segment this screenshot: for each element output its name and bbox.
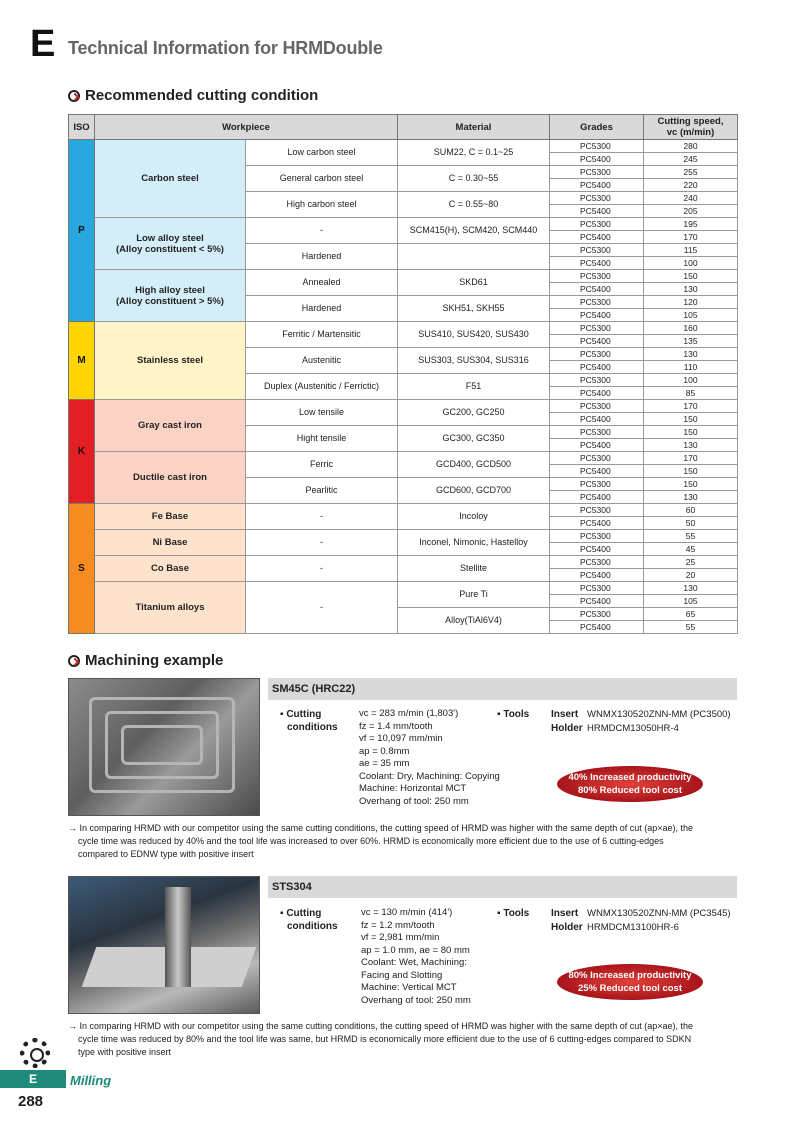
example1-conditions: vc = 283 m/min (1,803') fz = 1.4 mm/tooth vf = 10,097 mm/min ap = 0.8mm ae = 35 mm Coolant: Dry, Machining: Copying Machine: Horizontal MCT Overhang of tool: 250 mm [359,708,500,807]
grade-cell: PC5400 [550,153,644,166]
badge-line2: 80% Reduced tool cost [578,785,682,796]
speed-cell: 130 [644,582,738,595]
workpiece-co-base: Co Base [95,556,246,582]
grade-cell: PC5300 [550,504,644,517]
material-sum22: SUM22, C = 0.1~25 [398,140,550,166]
sub-general-carbon: General carbon steel [246,166,398,192]
example1-holder-value: HRMDCM13050HR-4 [587,723,679,734]
section-letter: E [30,23,56,65]
grade-cell: PC5300 [550,530,644,543]
speed-cell: 170 [644,452,738,465]
example1-holder-label: Holder [551,723,583,734]
sub-ferric: Ferric [246,452,398,478]
grade-cell: PC5400 [550,231,644,244]
table-row [69,530,738,543]
grade-cell: PC5300 [550,582,644,595]
speed-cell: 160 [644,322,738,335]
example1-tools-label: ▪ Tools [497,709,530,720]
grade-cell: PC5400 [550,621,644,634]
grade-cell: PC5300 [550,322,644,335]
grade-cell: PC5400 [550,387,644,400]
speed-header-line1: Cutting speed, [657,116,724,127]
grade-cell: PC5400 [550,361,644,374]
speed-cell: 135 [644,335,738,348]
iso-k: K [69,400,95,504]
workpiece-low-alloy [95,218,246,270]
table-row [69,218,738,231]
column-header-workpiece: Workpiece [95,115,398,140]
workpiece-high-alloy [95,270,246,322]
speed-cell: 105 [644,595,738,608]
arrow-circle-icon [68,90,80,102]
grade-cell: PC5300 [550,348,644,361]
sub-pearlitic: Pearlitic [246,478,398,504]
iso-s: S [69,504,95,634]
column-header-iso: ISO [69,115,95,140]
category-label: Milling [70,1073,112,1088]
column-header-cutting-speed [644,115,738,140]
grade-cell: PC5300 [550,270,644,283]
sub-austenitic: Austenitic [246,348,398,374]
table-row [69,400,738,413]
grade-cell: PC5400 [550,543,644,556]
material-gc200: GC200, GC250 [398,400,550,426]
sub-ferritic: Ferritic / Martensitic [246,322,398,348]
sub-high-tensile: Hight tensile [246,426,398,452]
speed-cell: 240 [644,192,738,205]
example2-insert-label: Insert [551,908,579,919]
iso-p: P [69,140,95,322]
speed-cell: 100 [644,257,738,270]
table-row [69,556,738,569]
speed-cell: 25 [644,556,738,569]
sub-high-carbon: High carbon steel [246,192,398,218]
example1-title: SM45C (HRC22) [268,678,737,700]
material-alloy-ti: Alloy(TiAl6V4) [398,608,550,634]
high-alloy-line1: High alloy steel [135,284,205,296]
workpiece-titanium: Titanium alloys [95,582,246,634]
grade-cell: PC5300 [550,374,644,387]
workpiece-fe-base: Fe Base [95,504,246,530]
speed-cell: 150 [644,270,738,283]
speed-cell: 255 [644,166,738,179]
grade-cell: PC5300 [550,218,644,231]
speed-cell: 150 [644,426,738,439]
material-empty [398,244,550,270]
table-row [69,504,738,517]
cutting-condition-table [68,114,738,634]
material-gcd600: GCD600, GCD700 [398,478,550,504]
grade-cell: PC5300 [550,400,644,413]
table-row [69,140,738,153]
speed-cell: 105 [644,309,738,322]
grade-cell: PC5300 [550,452,644,465]
grade-cell: PC5400 [550,569,644,582]
material-skd61: SKD61 [398,270,550,296]
cond-label-line2: conditions [287,921,338,932]
grade-cell: PC5300 [550,166,644,179]
grade-cell: PC5400 [550,413,644,426]
sub-annealed: Annealed [246,270,398,296]
grade-cell: PC5400 [550,491,644,504]
grade-cell: PC5300 [550,244,644,257]
material-c030: C = 0.30~55 [398,166,550,192]
sub-dash: - [246,582,398,634]
grade-cell: PC5400 [550,179,644,192]
speed-cell: 195 [644,218,738,231]
grade-cell: PC5300 [550,192,644,205]
speed-cell: 280 [644,140,738,153]
speed-cell: 45 [644,543,738,556]
material-skh: SKH51, SKH55 [398,296,550,322]
example2-insert-value: WNMX130520ZNN-MM (PC3545) [587,908,731,919]
example1-note: → In comparing HRMD with our competitor using the same cutting conditions, the cutting speed of HRMD was higher with the same depth of cut (ap×ae), the cycle time was reduced by 40% and the tool life was increased to over 60%. HRMD is economically more efficient due to the use of 6 cutting-edges compared to EDNW type with positive insert [68,823,694,859]
material-sus410: SUS410, SUS420, SUS430 [398,322,550,348]
cutting-condition-heading-text: Recommended cutting condition [85,87,319,104]
grade-cell: PC5400 [550,205,644,218]
table-row [69,322,738,335]
page-title: Technical Information for HRMDouble [68,38,383,58]
column-header-grades: Grades [550,115,644,140]
speed-cell: 130 [644,283,738,296]
example2-title: STS304 [268,876,737,898]
grade-cell: PC5400 [550,465,644,478]
example2-holder-label: Holder [551,922,583,933]
speed-cell: 65 [644,608,738,621]
grade-cell: PC5300 [550,426,644,439]
speed-cell: 130 [644,348,738,361]
example2-tools-label: ▪ Tools [497,908,530,919]
page-number: 288 [18,1093,44,1110]
material-scm: SCM415(H), SCM420, SCM440 [398,218,550,244]
speed-cell: 50 [644,517,738,530]
milling-operation-photo [68,876,260,1014]
gear-icon [20,1038,50,1068]
grade-cell: PC5300 [550,556,644,569]
grade-cell: PC5400 [550,439,644,452]
speed-cell: 150 [644,413,738,426]
speed-cell: 130 [644,491,738,504]
workpiece-stainless: Stainless steel [95,322,246,400]
material-inconel: Inconel, Nimonic, Hastelloy [398,530,550,556]
speed-cell: 85 [644,387,738,400]
iso-m: M [69,322,95,400]
speed-cell: 20 [644,569,738,582]
grade-cell: PC5400 [550,595,644,608]
example2-conditions: vc = 130 m/min (414') fz = 1.2 mm/tooth vf = 2,981 mm/min ap = 1.0 mm, ae = 80 mm Coolant: Wet, Machining: Facing and Slotting Machine: Vertical MCT Overhang of tool: 250 mm [361,907,471,1006]
material-gcd400: GCD400, GCD500 [398,452,550,478]
material-gc300: GC300, GC350 [398,426,550,452]
material-stellite: Stellite [398,556,550,582]
low-alloy-line1: Low alloy steel [136,232,204,244]
example2-result-badge [557,964,703,1000]
workpiece-gray-cast-iron: Gray cast iron [95,400,246,452]
sub-duplex: Duplex (Austenitic / Ferrictic) [246,374,398,400]
grade-cell: PC5400 [550,283,644,296]
cond-label-line1: ▪ Cutting [280,908,322,919]
material-f51: F51 [398,374,550,400]
badge-line2: 25% Reduced tool cost [578,983,682,994]
table-row [69,582,738,595]
sub-dash: - [246,556,398,582]
speed-cell: 55 [644,530,738,543]
material-pure-ti: Pure Ti [398,582,550,608]
speed-cell: 110 [644,361,738,374]
material-sus303: SUS303, SUS304, SUS316 [398,348,550,374]
sub-dash: - [246,530,398,556]
high-alloy-line2: (Alloy constituent > 5%) [116,295,224,307]
workpiece-ductile-cast-iron: Ductile cast iron [95,452,246,504]
material-incoloy: Incoloy [398,504,550,530]
material-c055: C = 0.55~80 [398,192,550,218]
table-row [69,452,738,465]
example1-cutting-label [280,708,338,734]
sub-hardened: Hardened [246,244,398,270]
sub-low-tensile: Low tensile [246,400,398,426]
speed-cell: 100 [644,374,738,387]
workpiece-ni-base: Ni Base [95,530,246,556]
speed-cell: 120 [644,296,738,309]
speed-cell: 60 [644,504,738,517]
grade-cell: PC5400 [550,257,644,270]
cond-label-line2: conditions [287,722,338,733]
grade-cell: PC5400 [550,517,644,530]
machining-example-heading-text: Machining example [85,652,224,669]
section-tab: E [0,1070,66,1088]
example1-insert-value: WNMX130520ZNN-MM (PC3500) [587,709,731,720]
example2-holder-value: HRMDCM13100HR-6 [587,922,679,933]
speed-cell: 170 [644,400,738,413]
workpiece-carbon-steel: Carbon steel [95,140,246,218]
grade-cell: PC5300 [550,608,644,621]
example1-result-badge [557,766,703,802]
machining-example-heading [68,652,223,669]
speed-cell: 205 [644,205,738,218]
speed-header-line2: vc (m/min) [666,127,715,138]
grade-cell: PC5400 [550,335,644,348]
column-header-material: Material [398,115,550,140]
example1-insert-label: Insert [551,709,579,720]
grade-cell: PC5300 [550,140,644,153]
badge-line1: 80% Increased productivity [568,970,692,981]
grade-cell: PC5300 [550,478,644,491]
speed-cell: 130 [644,439,738,452]
speed-cell: 55 [644,621,738,634]
sub-dash: - [246,218,398,244]
table-header-row [69,115,738,140]
speed-cell: 115 [644,244,738,257]
speed-cell: 245 [644,153,738,166]
machined-part-photo [68,678,260,816]
sub-hardened: Hardened [246,296,398,322]
grade-cell: PC5300 [550,296,644,309]
sub-low-carbon: Low carbon steel [246,140,398,166]
speed-cell: 170 [644,231,738,244]
table-row [69,270,738,283]
speed-cell: 150 [644,478,738,491]
cond-label-line1: ▪ Cutting [280,709,322,720]
example2-note: → In comparing HRMD with our competitor using the same cutting conditions, the cutting speed of HRMD was higher with the same depth of cut (ap×ae), the cycle time was reduced by 80% and the tool life was same, but HRMD is economically more efficient due to the use of 6 cutting-edges compared to SDKN type with positive insert [68,1021,694,1057]
speed-cell: 220 [644,179,738,192]
example2-cutting-label [280,907,338,933]
speed-cell: 150 [644,465,738,478]
sub-dash: - [246,504,398,530]
badge-line1: 40% Increased productivity [568,772,692,783]
grade-cell: PC5400 [550,309,644,322]
arrow-circle-icon [68,655,80,667]
low-alloy-line2: (Alloy constituent < 5%) [116,243,224,255]
cutting-condition-heading [68,87,318,104]
